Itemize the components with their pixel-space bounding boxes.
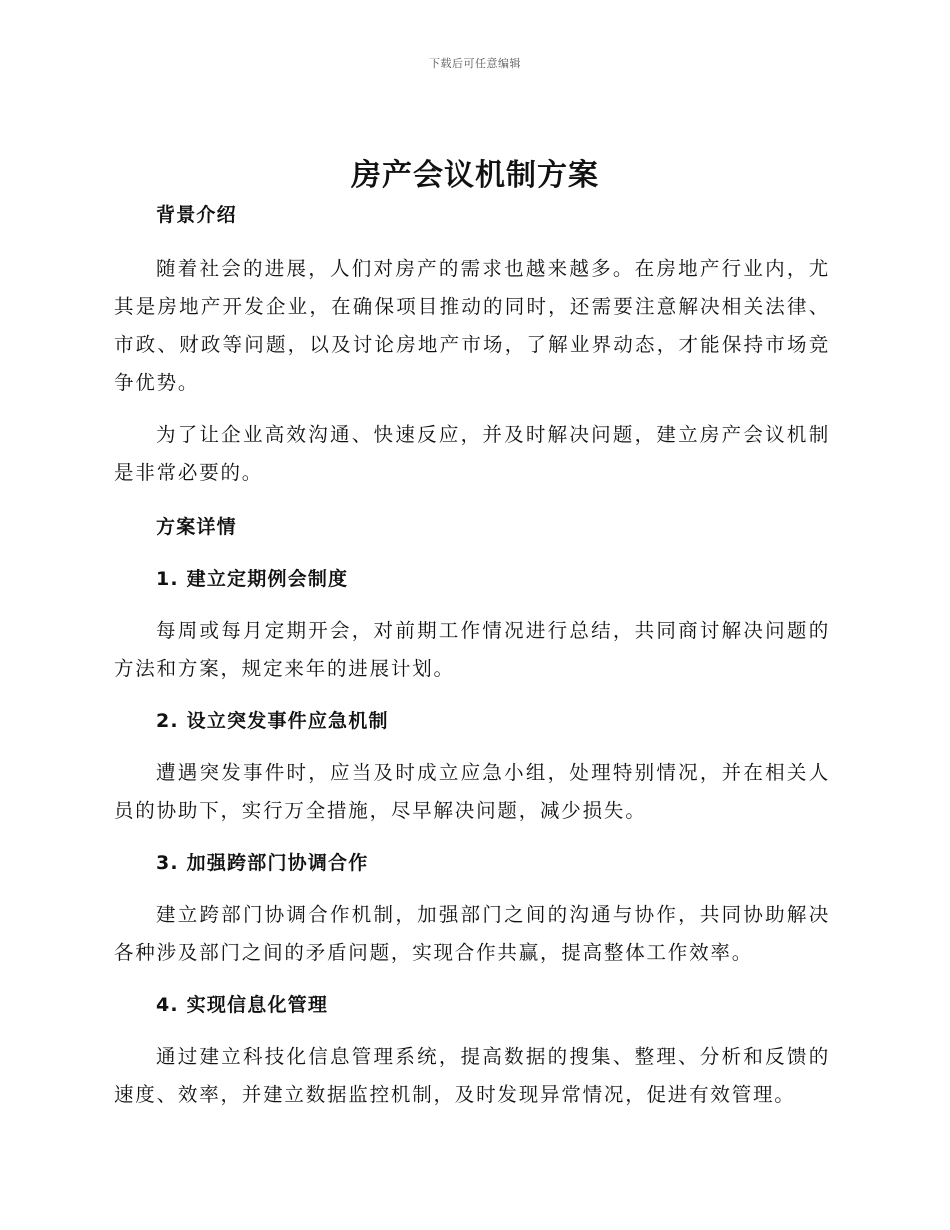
document-body — [114, 196, 830, 1114]
section-2-body: 遭遇突发事件时，应当及时成立应急小组，处理特别情况，并在相关人员的协助下，实行万全措施，尽早解决问题，减少损失。 — [114, 761, 830, 822]
section-1-body: 每周或每月定期开会，对前期工作情况进行总结，共同商讨解决问题的方法和方案，规定来年的进展计划。 — [114, 619, 830, 680]
section-4-heading: 4. 实现信息化管理 — [156, 994, 329, 1016]
background-paragraph-2: 为了让企业高效沟通、快速反应，并及时解决问题，建立房产会议机制是非常必要的。 — [114, 423, 830, 484]
background-heading: 背景介绍 — [156, 204, 237, 226]
section-3-body: 建立跨部门协调合作机制，加强部门之间的沟通与协作，共同协助解决各种涉及部门之间的矛盾问题，实现合作共赢，提高整体工作效率。 — [114, 903, 830, 964]
details-heading: 方案详情 — [156, 516, 237, 538]
document-title: 房产会议机制方案 — [351, 158, 599, 193]
section-2-heading: 2. 设立突发事件应急机制 — [156, 710, 389, 732]
section-4-body: 通过建立科技化信息管理系统，提高数据的搜集、整理、分析和反馈的速度、效率，并建立数据监控机制，及时发现异常情况，促进有效管理。 — [114, 1045, 830, 1106]
background-paragraph-1: 随着社会的进展，人们对房产的需求也越来越多。在房地产行业内，尤其是房地产开发企业，在确保项目推动的同时，还需要注意解决相关法律、市政、财政等问题，以及讨论房地产市场，了解业界动态，才能保持市场竞争优势。 — [114, 257, 830, 394]
header-note: 下载后可任意编辑 — [429, 57, 521, 70]
section-3-heading: 3. 加强跨部门协调合作 — [156, 852, 369, 874]
section-1-heading: 1. 建立定期例会制度 — [156, 568, 349, 590]
